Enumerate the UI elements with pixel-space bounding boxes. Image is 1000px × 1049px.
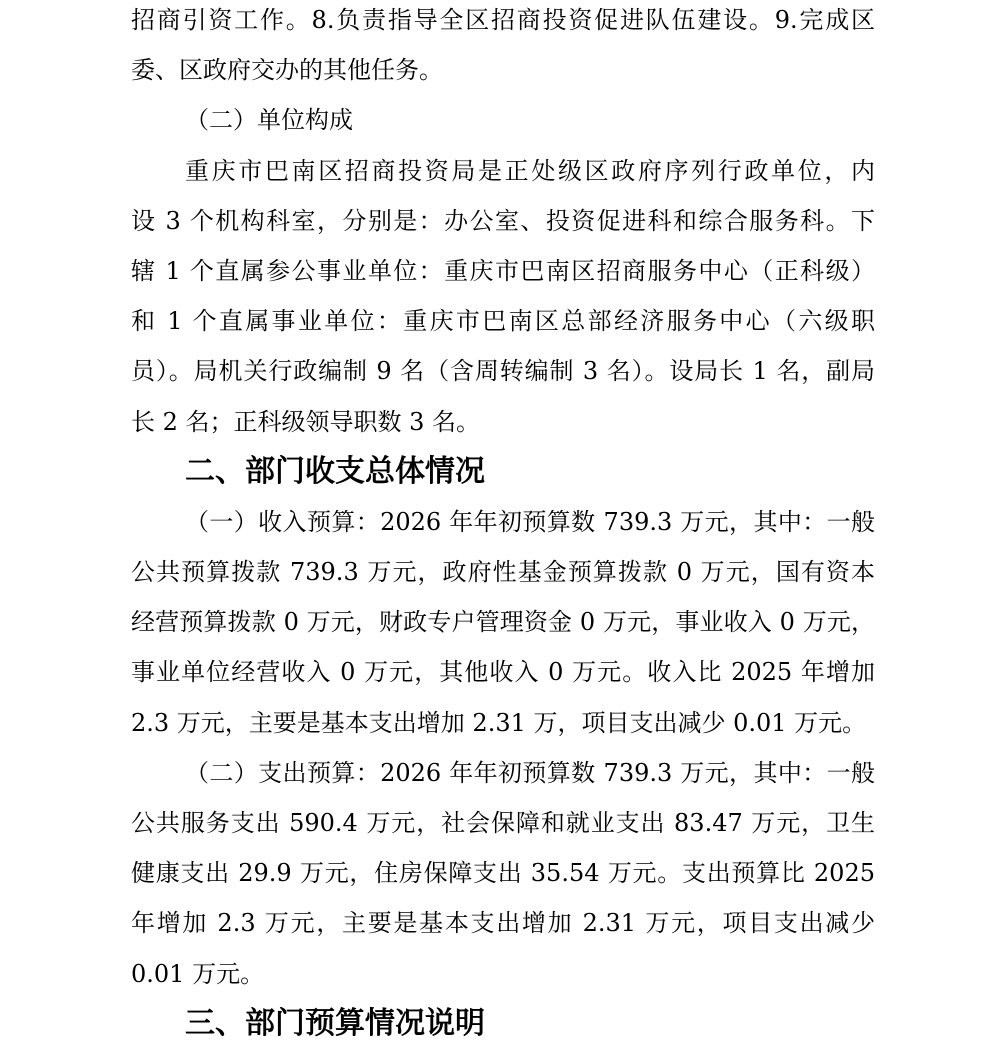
document-line: 委、区政府交办的其他任务。 [131, 56, 443, 85]
section-heading: 二、部门收支总体情况 [185, 453, 485, 489]
document-line: 2.3 万元，主要是基本支出增加 2.31 万，项目支出减少 0.01 万元。 [131, 708, 867, 737]
document-line: 员）。局机关行政编制 9 名（含周转编制 3 名）。设局长 1 名，副局 [131, 357, 875, 386]
document-line: 招商引资工作。8.负责指导全区招商投资促进队伍建设。9.完成区 [131, 6, 875, 34]
document-line: 辖 1 个直属参公事业单位：重庆市巴南区招商服务中心（正科级） [131, 256, 875, 285]
document-line: 0.01 万元。 [131, 959, 265, 988]
document-line: 年增加 2.3 万元，主要是基本支出增加 2.31 万元，项目支出减少 [131, 909, 875, 938]
section-heading: 三、部门预算情况说明 [185, 1005, 485, 1041]
document-line: 公共服务支出 590.4 万元，社会保障和就业支出 83.47 万元，卫生 [131, 809, 875, 837]
document-line: 长 2 名；正科级领导职数 3 名。 [131, 407, 481, 436]
document-line: （一）收入预算：2026 年年初预算数 739.3 万元，其中：一般 [185, 507, 875, 536]
document-line: 经营预算拨款 0 万元，财政专户管理资金 0 万元，事业收入 0 万元， [131, 608, 875, 637]
document-line: （二）单位构成 [185, 106, 353, 135]
document-line: 和 1 个直属事业单位：重庆市巴南区总部经济服务中心（六级职 [131, 307, 875, 336]
document-line: 重庆市巴南区招商投资局是正处级区政府序列行政单位，内 [185, 156, 875, 185]
document-text-block [131, 0, 875, 1049]
document-line: 公共预算拨款 739.3 万元，政府性基金预算拨款 0 万元，国有资本 [131, 558, 875, 587]
document-line: 事业单位经营收入 0 万元，其他收入 0 万元。收入比 2025 年增加 [131, 658, 875, 687]
document-line: （二）支出预算：2026 年年初预算数 739.3 万元，其中：一般 [185, 758, 875, 787]
document-line: 设 3 个机构科室，分别是：办公室、投资促进科和综合服务科。下 [131, 206, 875, 235]
document-line: 健康支出 29.9 万元，住房保障支出 35.54 万元。支出预算比 2025 [131, 859, 875, 888]
